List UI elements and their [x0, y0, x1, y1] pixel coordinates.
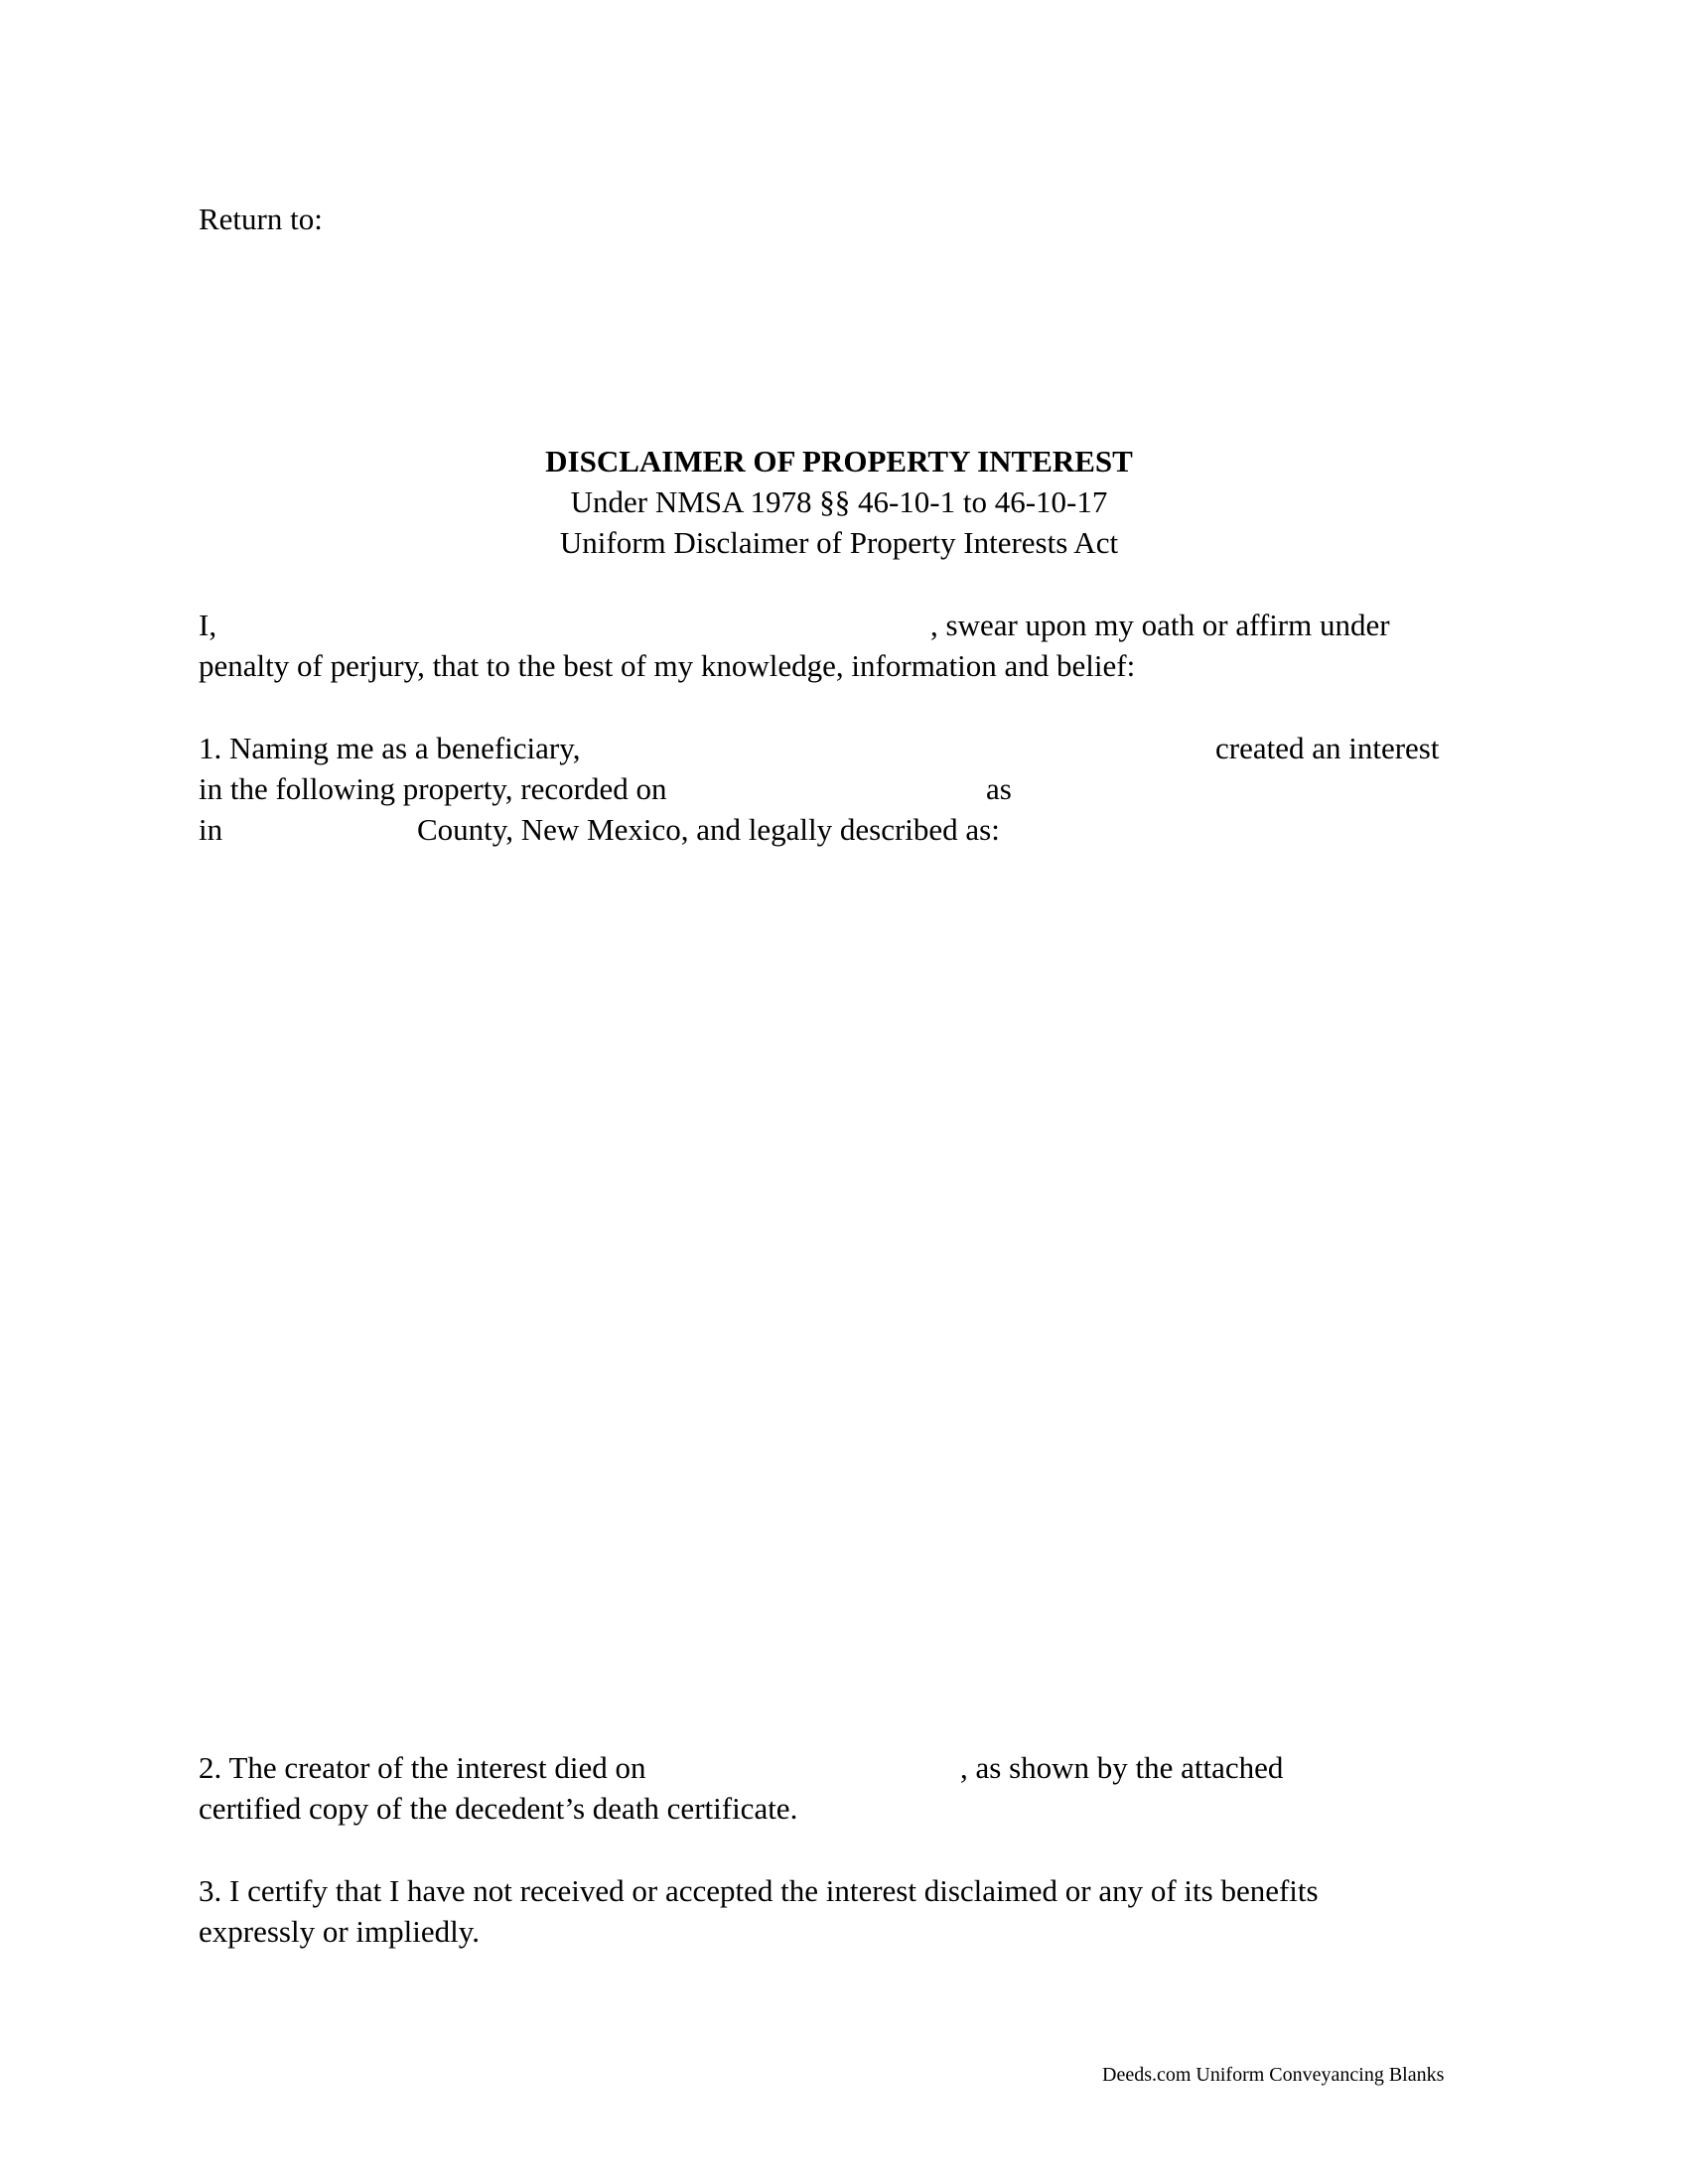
- para2-line1-start: 2. The creator of the interest died on: [199, 1750, 646, 1785]
- para1-line1-start: 1. Naming me as a beneficiary,: [199, 731, 581, 765]
- para2-line2: certified copy of the decedent’s death certificate.: [199, 1791, 798, 1826]
- oath-suffix: , swear upon my oath or affirm under: [930, 608, 1390, 642]
- act-subtitle: Uniform Disclaimer of Property Interests Act: [559, 525, 1119, 560]
- para3-line2: expressly or impliedly.: [199, 1914, 480, 1949]
- footer-text: Deeds.com Uniform Conveyancing Blanks: [1102, 2064, 1445, 2086]
- return-to-label: Return to:: [199, 202, 323, 236]
- oath-prefix: I,: [199, 608, 217, 642]
- para1-line3-end: County, New Mexico, and legally described as:: [417, 812, 1000, 847]
- para1-line2-start: in the following property, recorded on: [199, 771, 667, 806]
- oath-line-2: penalty of perjury, that to the best of my knowledge, information and belief:: [199, 648, 1136, 683]
- para1-line1-end: created an interest: [1215, 731, 1440, 765]
- para1-line2-end: as: [986, 771, 1012, 806]
- statute-subtitle: Under NMSA 1978 §§ 46-10-1 to 46-10-17: [570, 484, 1108, 519]
- document-title: DISCLAIMER OF PROPERTY INTEREST: [545, 444, 1133, 478]
- para3-line1: 3. I certify that I have not received or accepted the interest disclaimed or any of its benefits: [199, 1873, 1319, 1908]
- para1-line3-start: in: [199, 812, 223, 847]
- para2-line1-end: , as shown by the attached: [960, 1750, 1284, 1785]
